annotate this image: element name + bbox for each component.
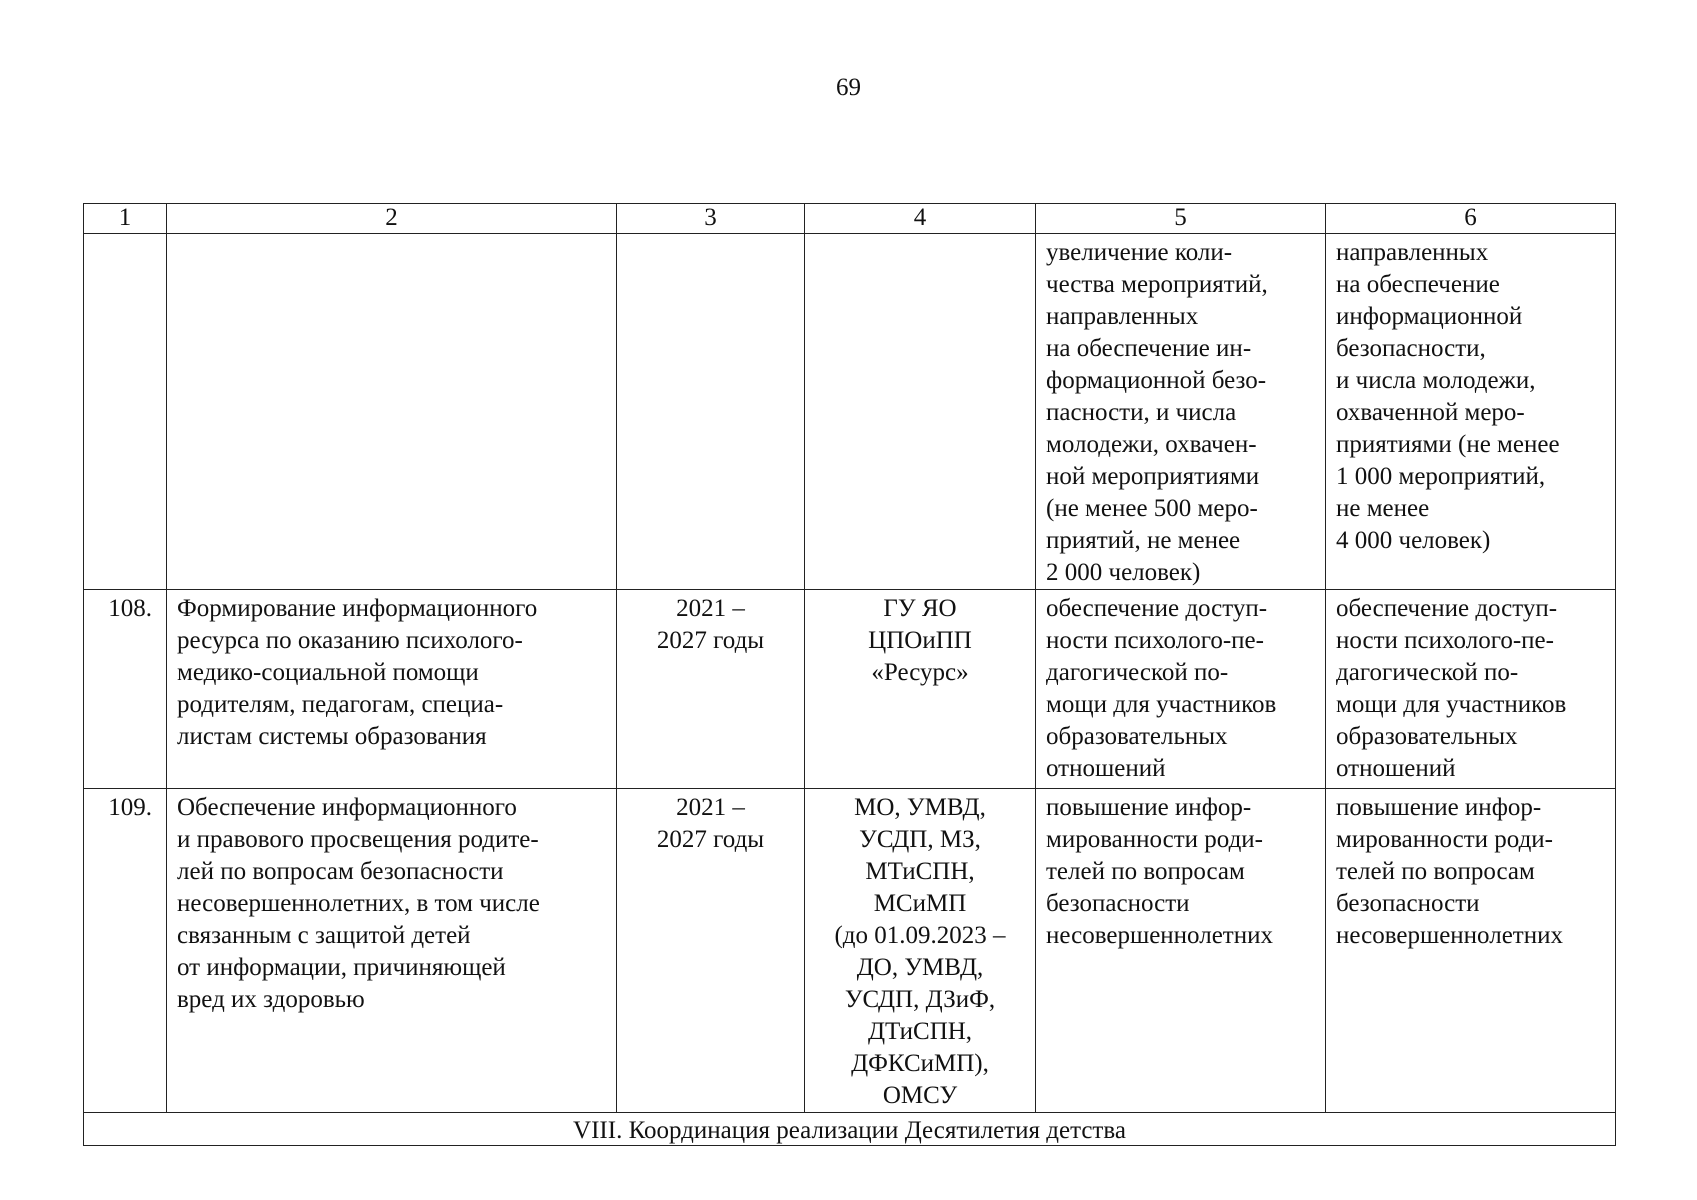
section-heading-row — [84, 1113, 1616, 1146]
measure-cell: Формирование информационного ресурса по оказанию психолого- медико-социальной помощи родителям, педагогам, специа- листам системы образования — [167, 590, 617, 789]
table-row — [84, 234, 1616, 590]
table-row — [84, 789, 1616, 1113]
table-header-row — [84, 204, 1616, 234]
period-cell: 2021 – 2027 годы — [617, 789, 805, 1113]
measures-table — [83, 203, 1616, 1146]
executors-cell: ГУ ЯО ЦПОиПП «Ресурс» — [805, 590, 1036, 789]
section-heading: VIII. Координация реализации Десятилетия детства — [84, 1113, 1616, 1146]
measure-cell: Обеспечение информационного и правового просвещения родите- лей по вопросам безопасности несовершеннолетних, в том числе связанным с защитой детей от информации, причиняющей вред их здоровью — [167, 789, 617, 1113]
result-cell-6: обеспечение доступ- ности психолого-пе- дагогической по- мощи для участников образовательных отношений — [1326, 590, 1616, 789]
period-cell — [617, 234, 805, 590]
column-header: 2 — [167, 204, 617, 234]
column-header: 3 — [617, 204, 805, 234]
column-header: 1 — [84, 204, 167, 234]
measure-cell — [167, 234, 617, 590]
result-cell-5: обеспечение доступ- ности психолого-пе- дагогической по- мощи для участников образовательных отношений — [1036, 590, 1326, 789]
row-number: 109. — [84, 789, 167, 1113]
period-cell: 2021 – 2027 годы — [617, 590, 805, 789]
executors-cell: МО, УМВД, УСДП, МЗ, МТиСПН, МСиМП (до 01.09.2023 – ДО, УМВД, УСДП, ДЗиФ, ДТиСПН, ДФКСиМП), ОМСУ — [805, 789, 1036, 1113]
result-cell-6: направленных на обеспечение информационной безопасности, и числа молодежи, охваченной меро- приятиями (не менее 1 000 мероприятий, не менее 4 000 человек) — [1326, 234, 1616, 590]
column-header: 4 — [805, 204, 1036, 234]
column-header: 5 — [1036, 204, 1326, 234]
result-cell-5: увеличение коли- чества мероприятий, направленных на обеспечение ин- формационной безо- пасности, и числа молодежи, охвачен- ной мероприятиями (не менее 500 меро- приятий, не менее 2 000 человек) — [1036, 234, 1326, 590]
page-number: 69 — [836, 74, 861, 101]
column-header: 6 — [1326, 204, 1616, 234]
row-number: 108. — [84, 590, 167, 789]
result-cell-6: повышение инфор- мированности роди- телей по вопросам безопасности несовершеннолетних — [1326, 789, 1616, 1113]
table-row — [84, 590, 1616, 789]
executors-cell — [805, 234, 1036, 590]
row-number — [84, 234, 167, 590]
result-cell-5: повышение инфор- мированности роди- телей по вопросам безопасности несовершеннолетних — [1036, 789, 1326, 1113]
